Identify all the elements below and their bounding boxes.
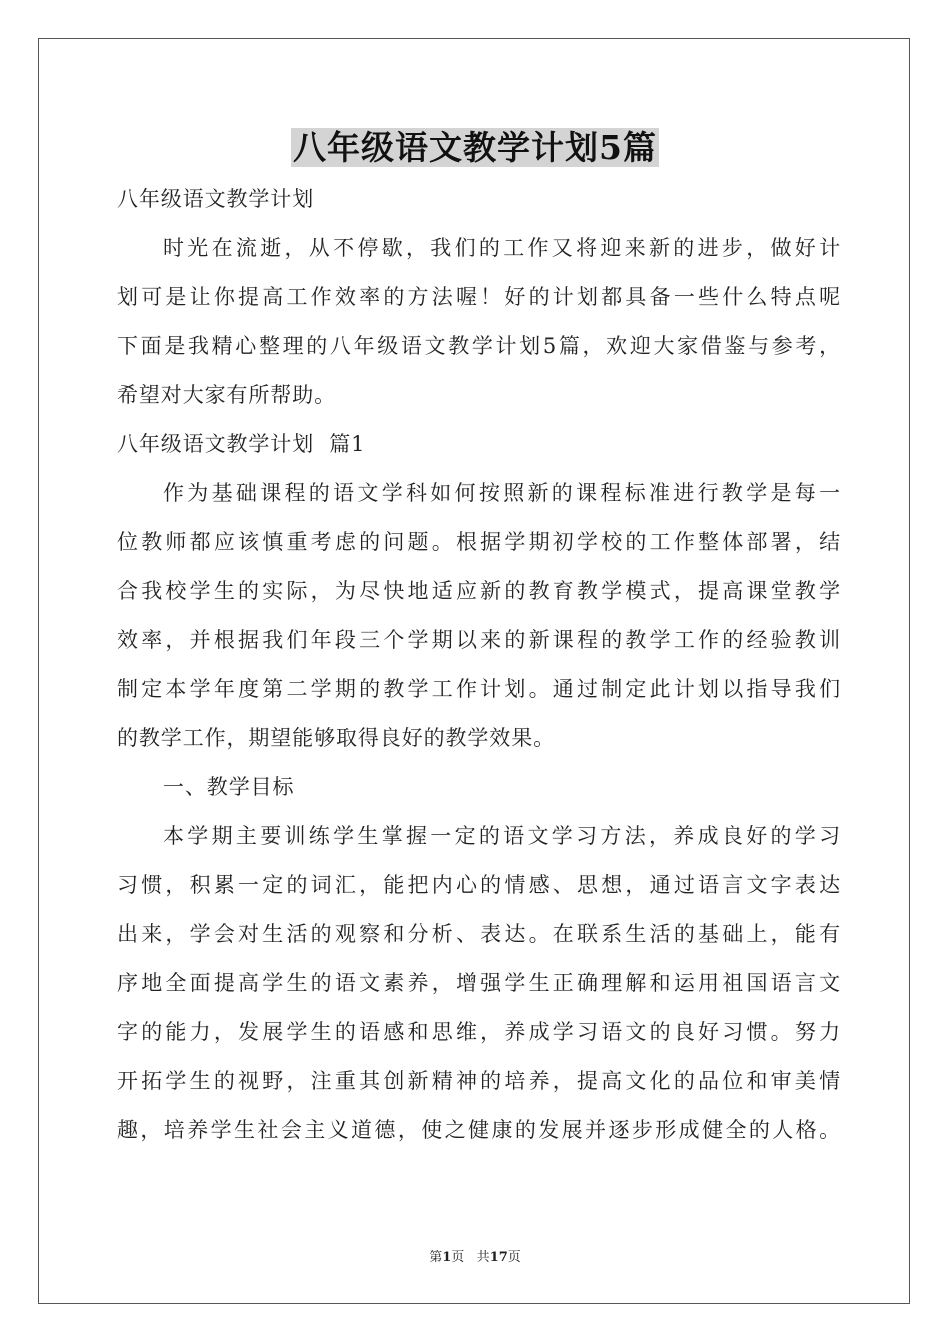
subsection-heading: 一、教学目标 <box>163 775 295 799</box>
paragraph-line: 趣，培养学生社会主义道德，使之健康的发展并逐步形成健全的人格。 <box>117 1118 841 1142</box>
total-suffix: 页 <box>507 1250 521 1265</box>
paragraph-line: 下面是我精心整理的八年级语文教学计划5篇，欢迎大家借鉴与参考， <box>117 334 841 358</box>
page-number: 1 <box>442 1250 452 1265</box>
paragraph-line: 出来，学会对生活的观察和分析、表达。在联系生活的基础上，能有 <box>117 922 841 946</box>
page-suffix: 页 <box>451 1250 465 1265</box>
paragraph-line: 制定本学年度第二学期的教学工作计划。通过制定此计划以指导我们 <box>117 677 841 701</box>
document-title-text: 八年级语文教学计划5篇 <box>293 128 657 167</box>
document-body <box>117 175 841 1155</box>
paragraph-line: 效率，并根据我们年段三个学期以来的新课程的教学工作的经验教训 <box>117 628 841 652</box>
total-pages: 17 <box>489 1250 508 1265</box>
paragraph-line: 习惯，积累一定的词汇，能把内心的情感、思想，通过语言文字表达 <box>117 873 841 897</box>
paragraph-line: 序地全面提高学生的语文素养，增强学生正确理解和运用祖国语言文 <box>117 971 841 995</box>
page-footer <box>0 1246 950 1265</box>
paragraph-line: 希望对大家有所帮助。 <box>117 383 336 407</box>
paragraph-line: 位教师都应该慎重考虑的问题。根据学期初学校的工作整体部署，结 <box>117 530 841 554</box>
total-prefix: 共 <box>476 1250 490 1265</box>
document-title <box>0 124 950 172</box>
paragraph-line: 字的能力，发展学生的语感和思维，养成学习语文的良好习惯。努力 <box>117 1020 841 1044</box>
paragraph-line: 合我校学生的实际，为尽快地适应新的教育教学模式，提高课堂教学 <box>117 579 841 603</box>
page-prefix: 第 <box>429 1250 443 1265</box>
section-heading: 八年级语文教学计划 <box>117 187 315 211</box>
paragraph-line: 开拓学生的视野，注重其创新精神的培养，提高文化的品位和审美情 <box>117 1069 841 1093</box>
paragraph-line: 本学期主要训练学生掌握一定的语文学习方法，养成良好的学习 <box>163 824 841 848</box>
paragraph-line: 作为基础课程的语文学科如何按照新的课程标准进行教学是每一 <box>163 481 841 505</box>
paragraph-line: 时光在流逝，从不停歇，我们的工作又将迎来新的进步，做好计 <box>163 236 841 260</box>
section-heading: 八年级语文教学计划 篇1 <box>117 432 366 456</box>
paragraph-line: 的教学工作，期望能够取得良好的教学效果。 <box>117 726 555 750</box>
paragraph-line: 划可是让你提高工作效率的方法喔！好的计划都具备一些什么特点呢 <box>117 285 841 309</box>
